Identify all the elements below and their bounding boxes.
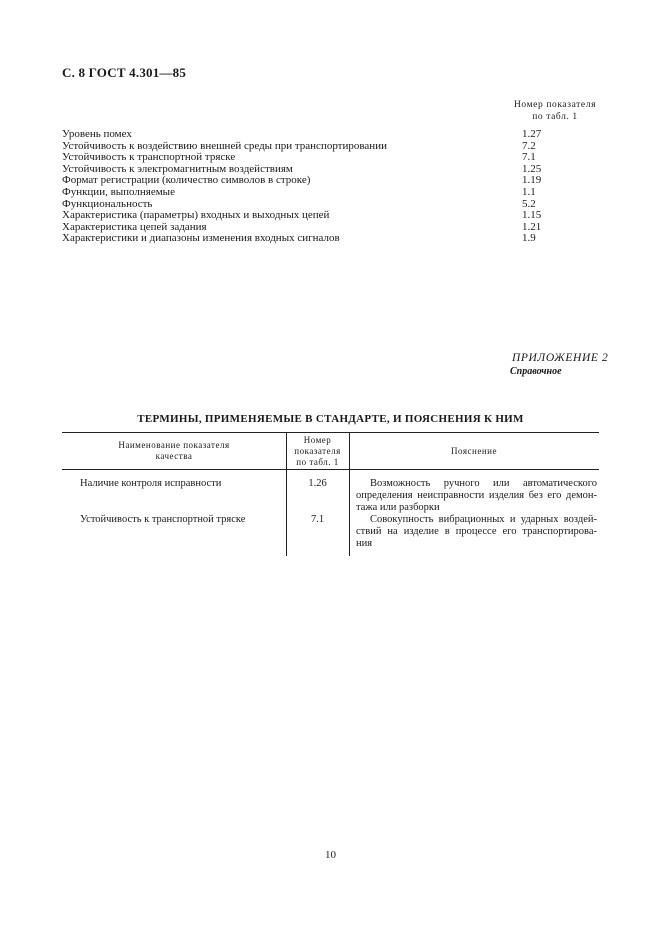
- table-header-explanation: Пояснение: [451, 446, 497, 456]
- list-item: [62, 210, 622, 222]
- indicator-list: [62, 129, 622, 245]
- indicator-number: 1.9: [522, 232, 536, 245]
- indicator-name: Уровень помех: [62, 128, 132, 140]
- appendix-subtitle: Справочное: [510, 366, 562, 377]
- indicator-name: Формат регистрации (количество символов в строке): [62, 174, 311, 187]
- indicator-number-header-line1: Номер показателя: [513, 100, 597, 110]
- table-cell-name: Наличие контроля исправности: [80, 478, 222, 489]
- indicator-number: 5.2: [522, 197, 536, 210]
- table-header-name-line2: качества: [155, 451, 193, 461]
- indicator-name: Функции, выполняемые: [62, 185, 175, 198]
- explanation-line: Возможность ручного или автоматического: [370, 478, 597, 489]
- table-header-name: [62, 440, 286, 462]
- table-top-rule: [62, 432, 599, 433]
- table-cell-number: 7.1: [310, 514, 325, 525]
- table-header-number: [286, 435, 349, 468]
- list-item: [62, 187, 622, 199]
- indicator-number: 7.2: [522, 139, 536, 152]
- explanation-line: тажа или разборки: [356, 502, 440, 513]
- indicator-number: 1.15: [522, 209, 542, 222]
- indicator-number-header-line2: по табл. 1: [532, 112, 578, 122]
- terms-table: [62, 432, 599, 556]
- table-cell-number: 1.26: [308, 478, 327, 489]
- table-header-name-line1: Наименование показателя: [118, 440, 230, 450]
- table-cell-explanation: [356, 514, 597, 550]
- table-cell-name: Устойчивость к транспортной тряске: [80, 514, 246, 525]
- indicator-name: Характеристика (параметры) входных и выходных цепей: [62, 209, 330, 222]
- table-header-number-line2: показателя: [294, 446, 341, 456]
- list-item: [62, 233, 622, 245]
- table-header-number-line3: по табл. 1: [296, 457, 339, 467]
- indicator-number-header: [500, 99, 610, 123]
- section-title: ТЕРМИНЫ, ПРИМЕНЯЕМЫЕ В СТАНДАРТЕ, И ПОЯСНЕНИЯ К НИМ: [137, 413, 524, 425]
- page-number: 10: [325, 849, 336, 861]
- indicator-number: 1.21: [522, 220, 542, 233]
- indicator-number: 7.1: [522, 151, 536, 164]
- explanation-line: Совокупность вибрационных и ударных воздей-: [370, 514, 597, 525]
- list-item: [62, 129, 622, 141]
- indicator-number: 1.19: [522, 174, 542, 187]
- explanation-line: ствий на изделие в процессе его транспортирова-: [356, 526, 597, 537]
- page-header: С. 8 ГОСТ 4.301—85: [62, 65, 187, 80]
- indicator-name: Характеристики и диапазоны изменения входных сигналов: [62, 232, 340, 245]
- indicator-name: Характеристика цепей задания: [62, 220, 207, 233]
- table-cell-explanation: [356, 478, 597, 514]
- indicator-name: Устойчивость к электромагнитным воздействиям: [62, 162, 293, 175]
- explanation-line: ния: [356, 538, 373, 549]
- appendix-title: ПРИЛОЖЕНИЕ 2: [512, 352, 609, 364]
- indicator-name: Устойчивость к воздействию внешней среды при транспортировании: [62, 139, 387, 152]
- table-header-rule: [62, 469, 599, 470]
- indicator-number: 1.25: [522, 162, 542, 175]
- indicator-number: 1.1: [522, 185, 536, 198]
- indicator-name: Функциональность: [62, 197, 153, 210]
- table-header-number-line1: Номер: [303, 435, 332, 445]
- indicator-name: Устойчивость к транспортной тряске: [62, 151, 236, 164]
- indicator-number: 1.27: [522, 128, 542, 140]
- explanation-line: определения неисправности изделия без его демон-: [356, 490, 597, 501]
